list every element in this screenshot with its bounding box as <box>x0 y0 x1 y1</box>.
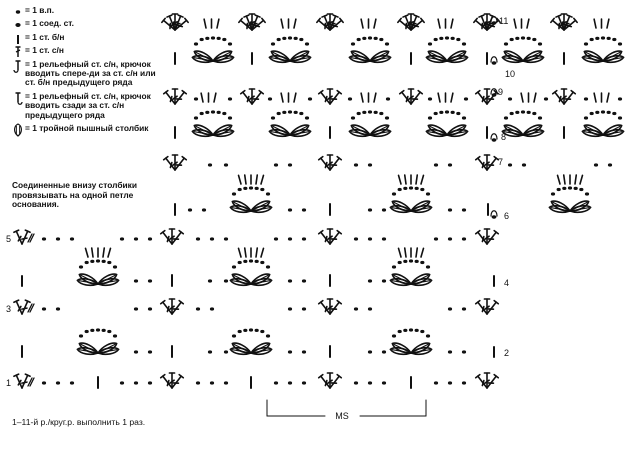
row-number-left: 3 <box>6 304 12 314</box>
row-5 <box>14 229 498 246</box>
legend-text: = 1 рельефный ст. с/н, крючок вводить спере-ди за ст. с/н или ст. б/н предыдущего ряда <box>25 58 156 88</box>
row-9 <box>164 89 622 106</box>
row-start-marker <box>28 378 34 386</box>
row-11 <box>162 14 609 32</box>
legend-text: = 1 тройной пышный столбик <box>25 123 149 134</box>
row-start-marker <box>28 304 34 312</box>
row-number-right: 10 <box>505 69 516 79</box>
repeat-label: MS <box>335 411 349 421</box>
row-turn-marker <box>491 57 497 65</box>
row-turn-marker <box>491 17 497 25</box>
row-number-right: 11 <box>499 16 509 26</box>
row-2 <box>22 328 494 357</box>
row-10 <box>175 36 624 64</box>
note: Соединенные внизу столбики провязывать на одной петле основания. <box>12 180 137 210</box>
legend-text: = 1 в.п. <box>25 5 55 15</box>
row-turn-marker <box>491 134 497 142</box>
row-4 <box>22 248 494 287</box>
row-1 <box>14 373 498 390</box>
row-number-left: 5 <box>6 234 12 244</box>
row-number-right: 9 <box>498 87 504 97</box>
row-number-left: 1 <box>6 378 12 388</box>
row-number-right: 6 <box>504 211 510 221</box>
row-7 <box>164 155 612 214</box>
legend-text: = 1 рельефный ст. с/н, крючок вводить сзади за ст. с/н предыдущего ряда <box>25 90 151 120</box>
legend-text: = 1 ст. б/н <box>25 31 65 42</box>
legend-text: = 1 ст. с/н <box>25 45 64 56</box>
footer-text: 1–11-й р./круг.р. выполнить 1 раз. <box>12 417 146 427</box>
row-start-marker <box>28 234 34 242</box>
legend-text: = 1 соед. ст. <box>25 18 74 29</box>
row-6 <box>175 175 488 215</box>
row-number-right: 8 <box>501 132 507 142</box>
row-number-right: 7 <box>498 157 504 167</box>
row-8 <box>175 110 624 138</box>
row-turn-marker <box>491 211 497 219</box>
stitch-layer <box>14 14 624 416</box>
label-layer <box>6 16 515 421</box>
row-3 <box>14 299 498 316</box>
row-number-right: 2 <box>504 348 510 358</box>
row-number-right: 4 <box>504 278 510 288</box>
